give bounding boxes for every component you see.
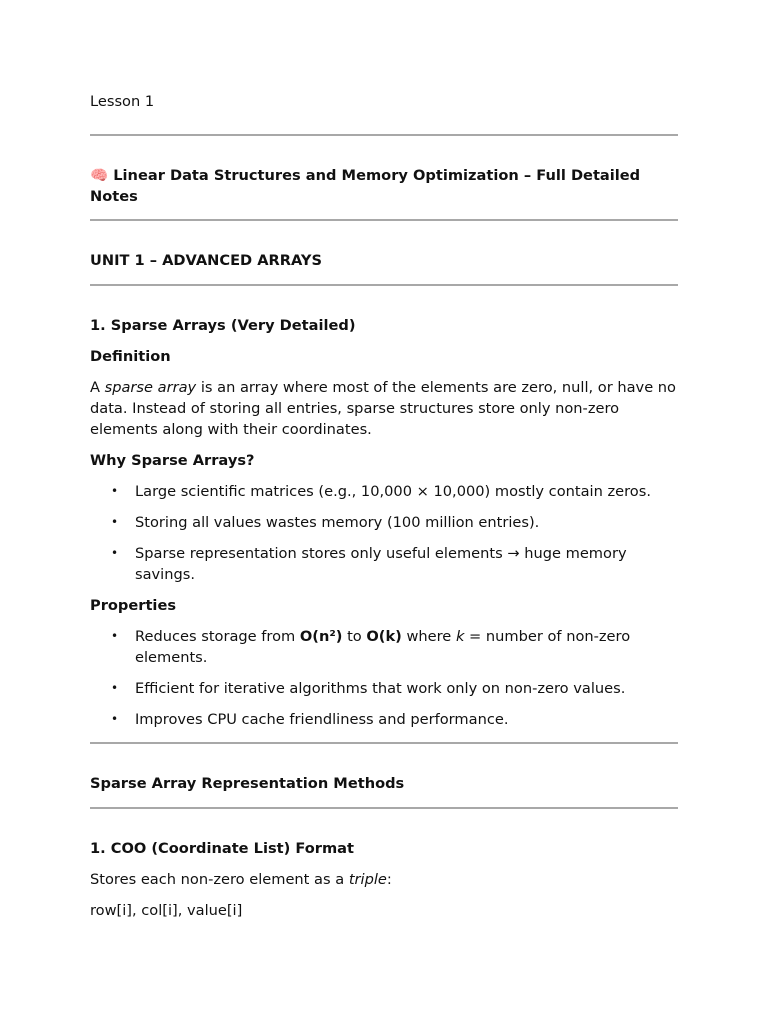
definition-term: sparse array	[104, 379, 197, 396]
why-heading: Why Sparse Arrays?	[90, 452, 255, 469]
list-item: • Improves CPU cache friendliness and performance.	[135, 709, 678, 730]
coo-desc-post: :	[386, 871, 392, 888]
list-item: • Efficient for iterative algorithms that work only on non-zero values.	[135, 678, 678, 699]
list-item	[135, 626, 678, 668]
list-item: • Sparse representation stores only useful elements → huge memory savings.	[135, 543, 678, 585]
lesson-label: Lesson 1	[90, 93, 155, 110]
list-item: • Large scientific matrices (e.g., 10,000 × 10,000) mostly contain zeros.	[135, 481, 678, 502]
properties-text: to	[342, 628, 367, 645]
definition-text-pre: A	[90, 379, 105, 396]
big-o-k: O(k)	[366, 628, 402, 645]
divider	[90, 134, 678, 136]
divider	[90, 219, 678, 221]
divider	[90, 807, 678, 809]
properties-heading: Properties	[90, 597, 177, 614]
divider	[90, 284, 678, 286]
properties-text: Reduces storage from	[135, 628, 300, 645]
definition-text-post: is an array where most of the elements are zero, null, or have no data. Instead of storing all entries, sparse structures store only non-zero elements along with their coordinates.	[90, 379, 676, 438]
definition-heading: Definition	[90, 348, 171, 365]
divider	[90, 742, 678, 744]
methods-heading: Sparse Array Representation Methods	[90, 775, 405, 792]
unit-heading: UNIT 1 – ADVANCED ARRAYS	[90, 252, 322, 269]
properties-text: = number of non-zero elements.	[135, 628, 631, 666]
properties-text: where	[401, 628, 456, 645]
section-heading-sparse-arrays: 1. Sparse Arrays (Very Detailed)	[90, 317, 356, 334]
coo-code-line: row[i], col[i], value[i]	[90, 902, 243, 919]
variable-k: k	[455, 628, 465, 645]
definition-paragraph	[90, 377, 678, 440]
document-page	[90, 0, 678, 921]
coo-desc-pre: Stores each non-zero element as a	[90, 871, 349, 888]
coo-heading: 1. COO (Coordinate List) Format	[90, 840, 354, 857]
big-o-n-squared: O(n²)	[299, 628, 343, 645]
document-title: 🧠 Linear Data Structures and Memory Optimization – Full Detailed Notes	[90, 167, 641, 205]
coo-description	[90, 869, 678, 890]
why-list	[90, 481, 678, 585]
properties-list	[90, 626, 678, 730]
list-item: • Storing all values wastes memory (100 million entries).	[135, 512, 678, 533]
coo-desc-term: triple	[348, 871, 387, 888]
